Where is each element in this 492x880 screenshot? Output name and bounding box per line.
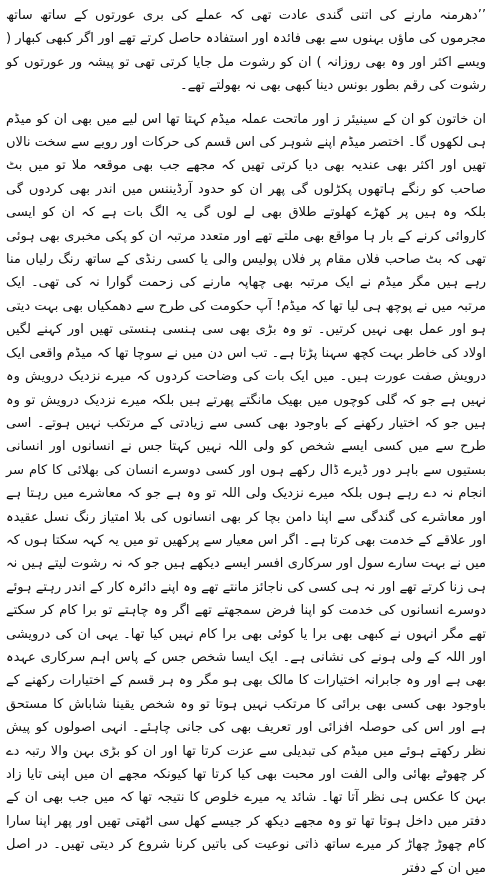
paragraph-main: ان خاتون کو ان کے سینیئر ز اور ماتحت عملہ میڈم کہتا تھا اس لیے میں بھی ان کو میڈم ہی لکھوں گا۔ اختصر میڈم اپنے شوہر کی اس قسم کی حرکات اور رویے سے سخت نالاں تھیں اور اکثر بھی عندیہ بھی دیا کرتی تھیں کہ مجھے جب بھی موقعہ ملا تو میں بٹ صاحب کو رنگے ہاتھوں پکڑلوں گی پھر ان کو حدود آرڈیننس میں اندر بھی کردوں گی بلکہ وہ ہیں پر کھڑے کھلوتے طلاق بھی لے لوں گی یہ الگ بات ہے کہ ان کو ایسی کاروائی کرنے کے بار ہا مواقع بھی ملتے تھے اور متعدد مرتبہ ان کو پکی مخبری بھی ہوئی تھی کہ بٹ صاحب فلاں مقام پر فلاں پولیس والی یا کسی رنڈی کے ساتھ رنگ رلیاں منا رہے ہیں مگر میڈم نے ایک مرتبہ بھی چھاپہ مارنے کی زحمت گوارا نہ کی تھی۔ ایک مرتبہ میں نے پوچھ ہی لیا تھا کہ میڈم! آپ حکومت کی طرح سے دھمکیاں بھی بہت دیتی ہو اور عمل بھی نہیں کرتیں۔ تو وہ بڑی بھی سی ہنسی ہنستی تھیں اور کہنے لگیں اولاد کی خاطر بہت کچھ سہنا پڑتا ہے۔ تب اس دن میں نے سوچا تھا کہ میڈم واقعی ایک درویش صفت عورت ہیں۔ میں ایک بات کی وضاحت کردوں کہ میرے نزدیک درویش وہ نہیں ہے جو کہ گلی کوچوں میں بھیک مانگتے پھرتے ہیں بلکہ میرے نزدیک درویش تو وہ ہیں جو کہ اختیار رکھنے کے باوجود بھی کسی سے زیادتی کے مرتکب نہیں ہوتے۔ اسی طرح سے میں کسی ایسے شخص کو ولی اللہ نہیں کہتا جس نے انسانوں اور انسانی بستیوں سے باہر دور ڈیرے ڈال رکھے ہوں اور کسی دوسرے انسان کی بھلائی کا کام سر انجام نہ دے رہے ہوں بلکہ میرے نزدیک ولی اللہ تو وہ ہے جو کہ معاشرے میں رہتا ہے اور معاشرے کی گندگی سے اپنا دامن بچا کر بھی انسانوں کی بلا امتیاز رنگ نسل عقیدہ اور علاقے کے خدمت بھی کرتا ہے۔ اگر اس معیار سے پرکھیں تو میں یہ کہہ سکتا ہوں کہ میں نے بہت سارے سول اور سرکاری افسر ایسے دیکھے ہیں جو کہ نہ رشوت لیتے ہیں نہ ہی زنا کرتے تھے اور نہ ہی کسی کی ناجائز مانتے تھے وہ اپنے دائرہ کار کے اندر رہتے ہوئے دوسرے انسانوں کی خدمت کو اپنا فرض سمجھتے تھے اگر وہ چاہتے تو برا کام کر سکتے تھے مگر انہوں نے کبھی بھی برا یا کوئی بھی برا کام نہیں کیا تھا۔ یہی ان کی درویشی اور اللہ کے ولی ہونے کی نشانی ہے۔ ایک ایسا شخص جس کے پاس اہم سرکاری عہدہ بھی ہے اور وہ جابرانہ اختیارات کا مالک بھی ہو مگر وہ ہر قسم کے اختیارات رکھنے کے باوجود بھی کسی بھی برائی کا مرتکب نہیں ہوتا تو وہ شخص یقینا شاباش کا مستحق ہے اور اس کی حوصلہ افزائی اور تعریف بھی کی جانی چاہئے۔ انہی اصولوں کو پیش نظر رکھتے ہوئے میں میڈم کی تبدیلی سے عزت کرتا تھا اور ان کو بڑی بہن والا رتبہ دے کر چھوٹے بھائی والی الفت اور محبت بھی کیا کرتا تھا کیونکہ مجھے ان میں اپنی تایا زاد بہن کا عکس ہی نظر آتا تھا۔ شائد یہ میرے خلوص کا نتیجہ تھا کہ میں جب بھی ان کے دفتر میں داخل ہوتا تھا تو وہ مجھے دیکھ کر جیسے کھل سی اٹھتی تھیں اور پھر اپنا سارا کام چھوڑ چھاڑ کر میرے ساتھ ذاتی نوعیت کی باتیں کرنا شروع کر دیتی تھیں۔ در اصل میں ان کے دفتر xyxy=(6,111,486,876)
paragraph-gap xyxy=(6,98,486,108)
paragraph-intro: ’’دھرمنہ مارنے کی اتنی گندی عادت تھی کہ عملے کی بری عورتوں کے ساتھ ساتھ مجرموں کی ماؤں بہنوں سے بھی فائدہ اور استفادہ حاصل کرتے تھے اور اگر کبھی کبھار ( ویسے اکثر اور وہ بھی روزانہ ) ان کو رشوت مل جایا کرتی تھی تو پیشہ ور عورتوں کو رشوت کی رقم بطور بونس دینا کبھی بھی نہ بھولتے تھے۔ xyxy=(6,8,486,94)
